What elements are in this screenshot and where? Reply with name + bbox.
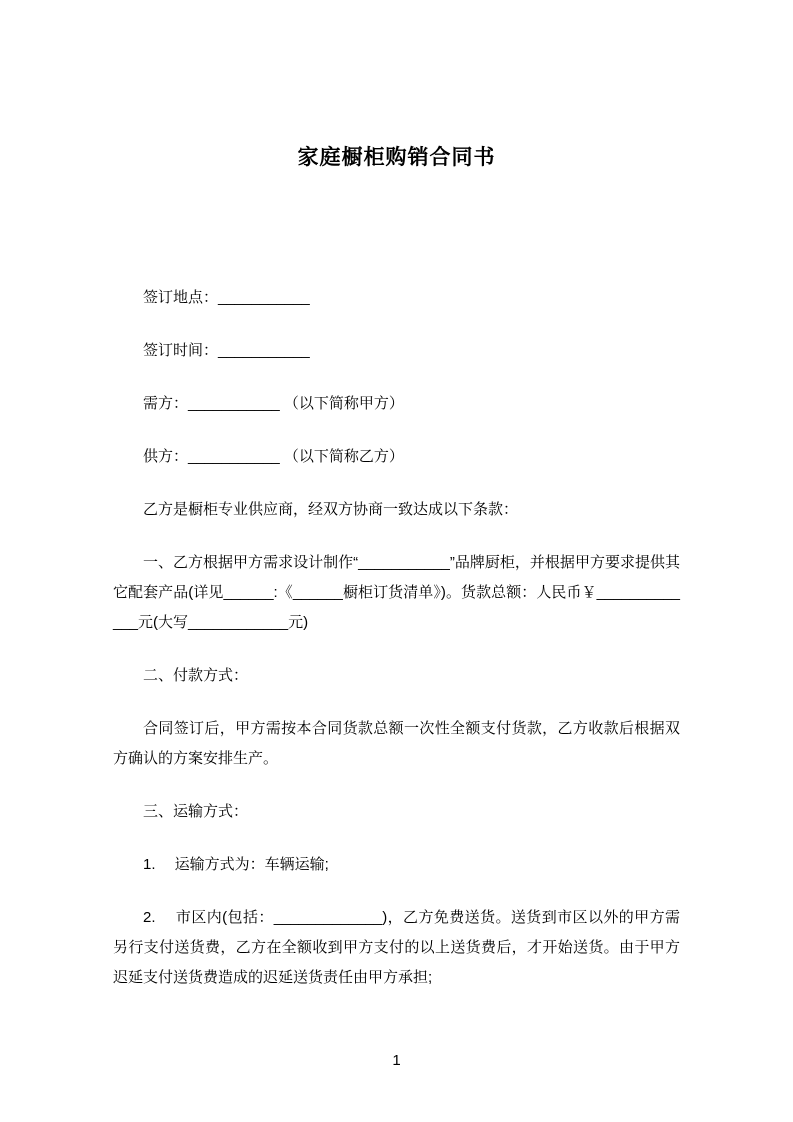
document-content bbox=[113, 0, 680, 1016]
page-number: 1 bbox=[392, 1052, 401, 1069]
document-body bbox=[113, 283, 680, 993]
paragraph-supplier: 供方：___________ （以下简称乙方） bbox=[143, 448, 404, 465]
paragraph-clause-3-item-1: 1. 运输方式为：车辆运输; bbox=[143, 856, 329, 873]
paragraph-clause-1: 一、乙方根据甲方需求设计制作“___________”品牌厨柜，并根据甲方要求提供其它配套产品(详见______:《______橱柜订货清单》)。货款总额：人民币￥_____________元(大写____________元) bbox=[113, 554, 680, 631]
paragraph-preamble: 乙方是橱柜专业供应商，经双方协商一致达成以下条款： bbox=[143, 501, 519, 518]
document-title: 家庭橱柜购销合同书 bbox=[297, 146, 496, 169]
paragraph-clause-2-heading: 二、付款方式： bbox=[143, 667, 249, 684]
paragraph-sign-date: 签订时间：___________ bbox=[143, 342, 310, 359]
paragraph-buyer: 需方：___________ （以下简称甲方） bbox=[143, 395, 404, 412]
paragraph-clause-2-body: 合同签订后，甲方需按本合同货款总额一次性全额支付货款，乙方收款后根据双方确认的方案安排生产。 bbox=[113, 720, 680, 767]
paragraph-clause-3-item-2: 2. 市区内(包括：_____________)，乙方免费送货。送货到市区以外的甲方需另行支付送货费，乙方在全额收到甲方支付的以上送货费后，才开始送货。由于甲方迟延支付送货费造成的迟延送货责任由甲方承担; bbox=[113, 909, 680, 986]
paragraph-clause-3-heading: 三、运输方式： bbox=[143, 803, 249, 820]
paragraph-sign-place: 签订地点：___________ bbox=[143, 289, 310, 306]
